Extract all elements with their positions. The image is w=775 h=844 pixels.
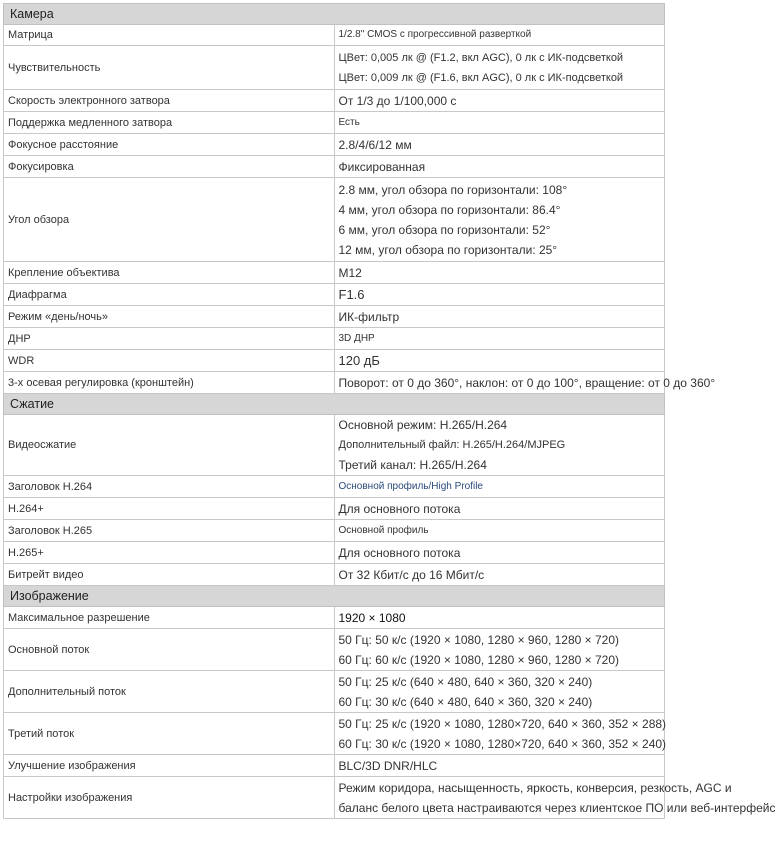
spec-value-line: ЦВет: 0,005 лк @ (F1.2, вкл AGC), 0 лк с ИК-подсветкой — [338, 51, 624, 64]
spec-row — [4, 350, 665, 372]
spec-table — [3, 3, 775, 819]
spec-row — [4, 284, 665, 306]
spec-value-line: 12 мм, угол обзора по горизонтали: 25° — [338, 242, 558, 257]
spec-value-line: ЦВет: 0,009 лк @ (F1.6, вкл AGC), 0 лк с ИК-подсветкой — [338, 71, 624, 84]
spec-value-line: Третий канал: H.265/H.264 — [338, 458, 487, 472]
spec-value — [334, 262, 665, 284]
spec-value — [334, 46, 665, 90]
spec-value-line: Режим коридора, насыщенность, яркость, конверсия, резкость, AGC и — [338, 780, 732, 795]
spec-row — [4, 178, 665, 262]
spec-value-line: Основной профиль — [338, 524, 429, 536]
section-header — [4, 586, 665, 607]
spec-label: Чувствительность — [4, 46, 335, 90]
spec-value-line: BLC/3D DNR/HLC — [338, 758, 438, 773]
spec-value-line: Основной режим: H.265/H.264 — [338, 418, 508, 432]
spec-value — [334, 777, 775, 819]
spec-value-line: От 32 Кбит/с до 16 Мбит/с — [338, 567, 485, 582]
spec-label: Видеосжатие — [4, 415, 335, 476]
spec-value — [334, 328, 665, 350]
spec-value — [334, 520, 665, 542]
spec-value — [334, 415, 665, 476]
spec-row — [4, 112, 665, 134]
spec-label: Матрица — [4, 25, 335, 46]
spec-value-line: Для основного потока — [338, 501, 461, 516]
spec-value — [334, 629, 665, 671]
spec-value-line: 60 Гц: 30 к/с (640 × 480, 640 × 360, 320 × 240) — [338, 694, 593, 709]
spec-value — [334, 156, 665, 178]
spec-row — [4, 415, 665, 476]
spec-row — [4, 372, 665, 394]
spec-value-line: 1920 × 1080 — [338, 610, 406, 625]
spec-value-line: ИК-фильтр — [338, 309, 400, 324]
spec-value-line: F1.6 — [338, 286, 365, 302]
spec-value-line: От 1/3 до 1/100,000 с — [338, 93, 457, 108]
spec-label: Третий поток — [4, 713, 335, 755]
spec-label: ДНР — [4, 328, 335, 350]
spec-value — [334, 306, 665, 328]
section-title: Изображение — [4, 586, 665, 607]
spec-row — [4, 46, 665, 90]
spec-value-line: Есть — [338, 116, 360, 128]
spec-label: Максимальное разрешение — [4, 607, 335, 629]
spec-value — [334, 671, 665, 713]
spec-row — [4, 90, 665, 112]
spec-row — [4, 713, 665, 755]
spec-value-line: 6 мм, угол обзора по горизонтали: 52° — [338, 222, 551, 237]
spec-label: Дополнительный поток — [4, 671, 335, 713]
spec-value-line: баланс белого цвета настраиваются через клиентское ПО или веб-интерфейс — [338, 800, 775, 815]
spec-label: WDR — [4, 350, 335, 372]
spec-row — [4, 156, 665, 178]
spec-row — [4, 306, 665, 328]
spec-value — [334, 476, 665, 498]
spec-value — [334, 564, 665, 586]
spec-row — [4, 498, 665, 520]
section-header — [4, 4, 665, 25]
spec-row — [4, 262, 665, 284]
spec-row — [4, 134, 665, 156]
spec-row — [4, 520, 665, 542]
spec-row — [4, 671, 665, 713]
spec-label: Фокусировка — [4, 156, 335, 178]
spec-label: Режим «день/ночь» — [4, 306, 335, 328]
spec-row — [4, 328, 665, 350]
spec-label: Заголовок H.265 — [4, 520, 335, 542]
spec-row — [4, 629, 665, 671]
spec-label: Скорость электронного затвора — [4, 90, 335, 112]
spec-value — [334, 178, 665, 262]
spec-value — [334, 607, 665, 629]
spec-value-line: 60 Гц: 60 к/с (1920 × 1080, 1280 × 960, 1280 × 720) — [338, 652, 619, 667]
section-header — [4, 394, 665, 415]
spec-value — [334, 350, 665, 372]
spec-row — [4, 476, 665, 498]
spec-label: H.265+ — [4, 542, 335, 564]
spec-value-line: Поворот: от 0 до 360°, наклон: от 0 до 100°, вращение: от 0 до 360° — [338, 375, 716, 390]
spec-label: H.264+ — [4, 498, 335, 520]
spec-value — [334, 542, 665, 564]
spec-value — [334, 713, 665, 755]
spec-value-line: 2.8/4/6/12 мм — [338, 137, 412, 152]
spec-value — [334, 90, 665, 112]
spec-row — [4, 607, 665, 629]
spec-value-line: 120 дБ — [338, 352, 380, 368]
spec-value — [334, 755, 665, 777]
spec-label: Поддержка медленного затвора — [4, 112, 335, 134]
spec-row — [4, 755, 665, 777]
spec-value-line: 4 мм, угол обзора по горизонтали: 86.4° — [338, 202, 561, 217]
spec-value-line: Фиксированная — [338, 159, 426, 174]
spec-value — [334, 372, 716, 394]
spec-value — [334, 25, 665, 46]
spec-label: Диафрагма — [4, 284, 335, 306]
spec-row — [4, 564, 665, 586]
spec-label: Основной поток — [4, 629, 335, 671]
spec-value — [334, 112, 665, 134]
spec-label: Фокусное расстояние — [4, 134, 335, 156]
spec-value-line: 60 Гц: 30 к/с (1920 × 1080, 1280×720, 640 × 360, 352 × 240) — [338, 736, 667, 751]
spec-value-line: 3D ДНР — [338, 332, 375, 344]
spec-value-line: M12 — [338, 265, 362, 280]
section-title: Сжатие — [4, 394, 665, 415]
spec-value-line: Основной профиль/High Profile — [338, 480, 483, 492]
spec-value — [334, 498, 665, 520]
spec-value-line: 50 Гц: 25 к/с (1920 × 1080, 1280×720, 640 × 360, 352 × 288) — [338, 716, 667, 731]
spec-value-line: Для основного потока — [338, 545, 461, 560]
spec-label: 3-х осевая регулировка (кронштейн) — [4, 372, 335, 394]
section-title: Камера — [4, 4, 665, 25]
spec-label: Заголовок H.264 — [4, 476, 335, 498]
spec-label: Крепление объектива — [4, 262, 335, 284]
spec-row — [4, 777, 665, 819]
spec-label: Настройки изображения — [4, 777, 335, 819]
spec-value — [334, 134, 665, 156]
spec-value-line: Дополнительный файл: H.265/H.264/MJPEG — [338, 439, 566, 451]
spec-label: Улучшение изображения — [4, 755, 335, 777]
spec-value — [334, 284, 665, 306]
spec-row — [4, 25, 665, 46]
spec-value-line: 50 Гц: 50 к/с (1920 × 1080, 1280 × 960, 1280 × 720) — [338, 632, 619, 647]
spec-value-line: 1/2.8" CMOS с прогрессивной разверткой — [338, 29, 532, 40]
spec-label: Битрейт видео — [4, 564, 335, 586]
spec-value-line: 2.8 мм, угол обзора по горизонтали: 108° — [338, 182, 568, 197]
spec-row — [4, 542, 665, 564]
spec-value-line: 50 Гц: 25 к/с (640 × 480, 640 × 360, 320 × 240) — [338, 674, 593, 689]
spec-label: Угол обзора — [4, 178, 335, 262]
